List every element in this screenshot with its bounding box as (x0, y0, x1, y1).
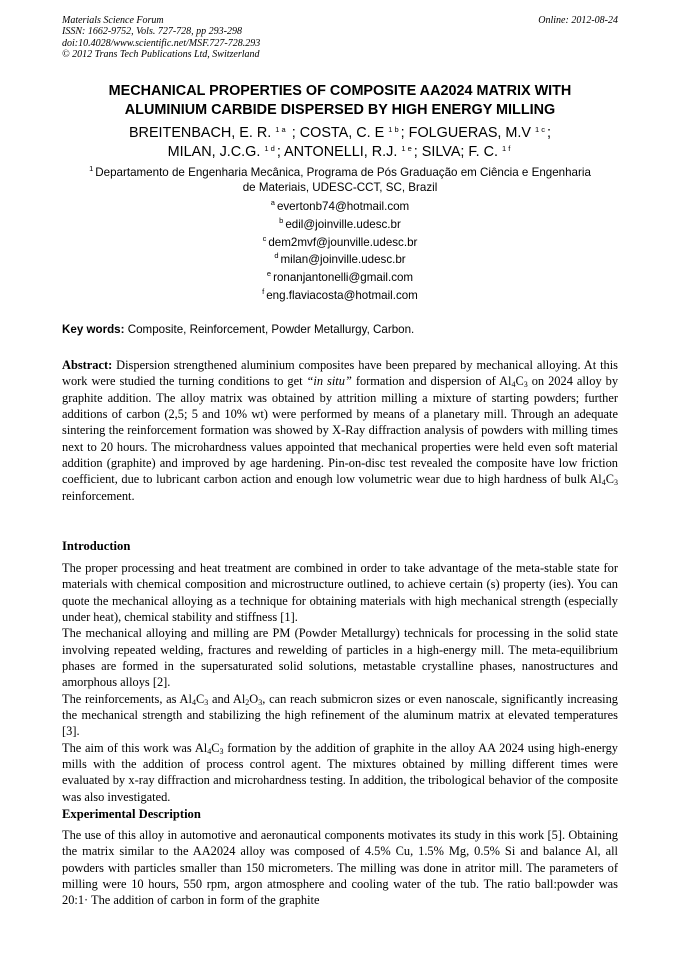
email-item (62, 216, 618, 234)
abstract-text: Dispersion strengthened aluminium composites have been prepared by mechanical alloying. At this work were studied the turning conditions to get (62, 358, 618, 389)
subscript: 4 (511, 380, 516, 390)
paragraph-text: The reinforcements, as Al (62, 691, 192, 706)
email-address[interactable]: ronanjantonelli@gmail.com (273, 271, 414, 285)
email-sup: d (274, 251, 279, 261)
subscript: 3 (523, 380, 528, 390)
author-sep: ; (276, 143, 285, 160)
subscript: 3 (614, 478, 618, 488)
email-sup: b (279, 215, 284, 225)
email-address[interactable]: evertonb74@hotmail.com (276, 200, 410, 213)
author-sup: 1 a (275, 125, 286, 134)
author-sup: 1 d (264, 143, 275, 153)
author-sep: ; (287, 125, 300, 141)
paper-title (62, 82, 618, 119)
email-address[interactable]: eng.flaviacosta@hotmail.com (266, 288, 418, 302)
subscript: 3 (258, 697, 263, 707)
author-sep: ; (547, 125, 552, 141)
issn-line: ISSN: 1662-9752, Vols. 727-728, pp 293-298 (62, 26, 242, 38)
author-sep: ; (413, 143, 422, 160)
email-address[interactable]: milan@joinville.udesc.br (280, 253, 406, 267)
email-item (62, 287, 618, 305)
email-address[interactable]: dem2mvf@jounville.udesc.br (268, 235, 418, 249)
author-name: COSTA, C. E (299, 125, 385, 141)
author-sup: 1 b (388, 125, 399, 134)
email-list (62, 198, 618, 305)
author-name: ANTONELLI, R.J. (284, 143, 398, 160)
subscript: 4 (207, 746, 212, 756)
subscript: 4 (191, 697, 196, 707)
paragraph-text: O (249, 691, 259, 706)
author-name: SILVA; F. C. (421, 143, 499, 160)
experimental-body (62, 827, 618, 909)
email-item (62, 269, 618, 287)
introduction-heading: Introduction (62, 539, 131, 553)
paragraph: The proper processing and heat treatment are combined in order to take advantage of the meta-stable state for materials with chemical composition and microstructure outlined, to achieve certain (s) property (ies). You can quote the mechanical alloying as a technique for obtaining materials with high mechanical strength (especially under heat), chemical stability and stiffness [1]. (62, 561, 618, 625)
author-name: BREITENBACH, E. R. (128, 125, 272, 141)
journal-header (62, 15, 618, 61)
keywords-text: Composite, Reinforcement, Powder Metallurgy, Carbon. (124, 323, 415, 336)
title-line-1: MECHANICAL PROPERTIES OF COMPOSITE AA2024 MATRIX WITH (108, 83, 572, 99)
paragraph: The use of this alloy in automotive and aeronautical components motivates its study in this work [5]. Obtaining the matrix similar to the AA2024 alloy was composed of 4.5% Cu, 1.5% Mg, 0.5% Si and balance Al, all powders with particles smaller than 150 micrometers. The milling was done in atritor mill. The parameters of milling were 10 hours, 550 rpm, argon atmosphere and cooling water of the tub. The ratio ball:powder was 20:1· The addition of carbon in form of the graphite (62, 828, 618, 908)
introduction-body (62, 560, 618, 805)
email-item (62, 251, 618, 269)
affiliation-line-2: de Materiais, UDESC-CCT, SC, Brazil (242, 181, 438, 194)
subscript: 3 (204, 697, 209, 707)
email-item (62, 198, 618, 216)
author-sep: ; (400, 125, 409, 141)
author-sup: 1 c (535, 125, 546, 134)
abstract-text: C (605, 472, 614, 487)
paragraph-text: formation by the addition of graphite in the alloy AA 2024 using high-energy mills with the addition of process control agent. The mixtures obtained by milling different times were evaluated by x-ray diffraction and microhardness testing. In addition, the tribological behavior of the composite was also investigated. (62, 740, 618, 804)
paragraph-text: The aim of this work was Al (62, 740, 208, 755)
experimental-heading: Experimental Description (62, 807, 201, 821)
subscript: 3 (219, 746, 224, 756)
abstract-text: C (515, 374, 524, 389)
subscript: 4 (601, 478, 606, 488)
abstract (62, 357, 618, 504)
affiliation (62, 165, 618, 195)
paragraph-text: and Al (208, 691, 246, 706)
author-list (62, 124, 618, 161)
subscript: 2 (245, 697, 250, 707)
abstract-text: reinforcement. (62, 488, 135, 503)
doi-line[interactable]: doi:10.4028/www.scientific.net/MSF.727-728.293 (62, 37, 261, 49)
paragraph-text: , can reach submicron sizes or even nanoscale, significantly increasing the mechanical strength and stabilizing the high refinement of the aluminum matrix at elevated temperatures [3]. (62, 691, 618, 739)
email-sup: a (270, 198, 275, 207)
affiliation-sup: 1 (89, 164, 94, 173)
paragraph-text: C (211, 740, 220, 755)
email-item (62, 234, 618, 252)
paragraph (62, 691, 618, 740)
author-name: MILAN, J.C.G. (167, 143, 261, 160)
keywords-label: Key words: (62, 323, 125, 336)
email-address[interactable]: edil@joinville.udesc.br (285, 217, 401, 231)
author-sup: 1 f (502, 143, 511, 153)
email-sup: f (262, 286, 265, 296)
paragraph-text: C (195, 691, 205, 706)
authors-line-1 (62, 124, 618, 143)
paragraph (62, 625, 618, 690)
email-sup: c (262, 233, 267, 243)
copyright-line: © 2012 Trans Tech Publications Ltd, Switzerland (62, 49, 260, 61)
paragraph (62, 740, 618, 805)
author-name: FOLGUERAS, M.V (408, 125, 532, 141)
email-sup: e (266, 269, 272, 279)
abstract-text: formation and dispersion of Al (351, 374, 512, 389)
journal-name: Materials Science Forum (62, 15, 164, 26)
keywords (62, 322, 618, 337)
title-line-2: ALUMINIUM CARBIDE DISPERSED BY HIGH ENERGY MILLING (124, 101, 556, 118)
abstract-label: Abstract: (62, 358, 113, 372)
author-sup: 1 e (401, 143, 412, 153)
abstract-text: on 2024 alloy by graphite addition. The alloy matrix was obtained by attrition milling a mixture of starting powders; further additions of carbon (2,5; 5 and 10% wt) were performed by means of a planetary mill. Through an adequate sintering the reinforcement formation was showed by X-Ray diffraction analysis of powders with milling times next to 20 hours. The microhardness values appointed that mechanical properties were held even soft material addition (graphite) and improved by age hardening. Pin-on-disc test revealed the composite have low friction coefficient, due to lubricant carbon action and enough low volumetric wear due to high hardness of bulk Al (62, 374, 619, 487)
authors-line-2 (62, 143, 618, 162)
paragraph-text: The mechanical alloying and milling are PM (Powder Metallurgy) technicals for processing in the solid state involving repeated welding, fractures and rewelding of particles in a high-energy mill. The meta-equilibrium phases are formed in the supersaturated solid solutions, metastable crystalline phases, nanostructures and amorphous alloys [2]. (62, 626, 618, 690)
online-date: Online: 2012-08-24 (538, 15, 618, 26)
affiliation-line-1: Departamento de Engenharia Mecânica, Programa de Pós Graduação em Ciência e Engenharia (95, 166, 591, 179)
abstract-italic: “in situ” (306, 374, 352, 389)
